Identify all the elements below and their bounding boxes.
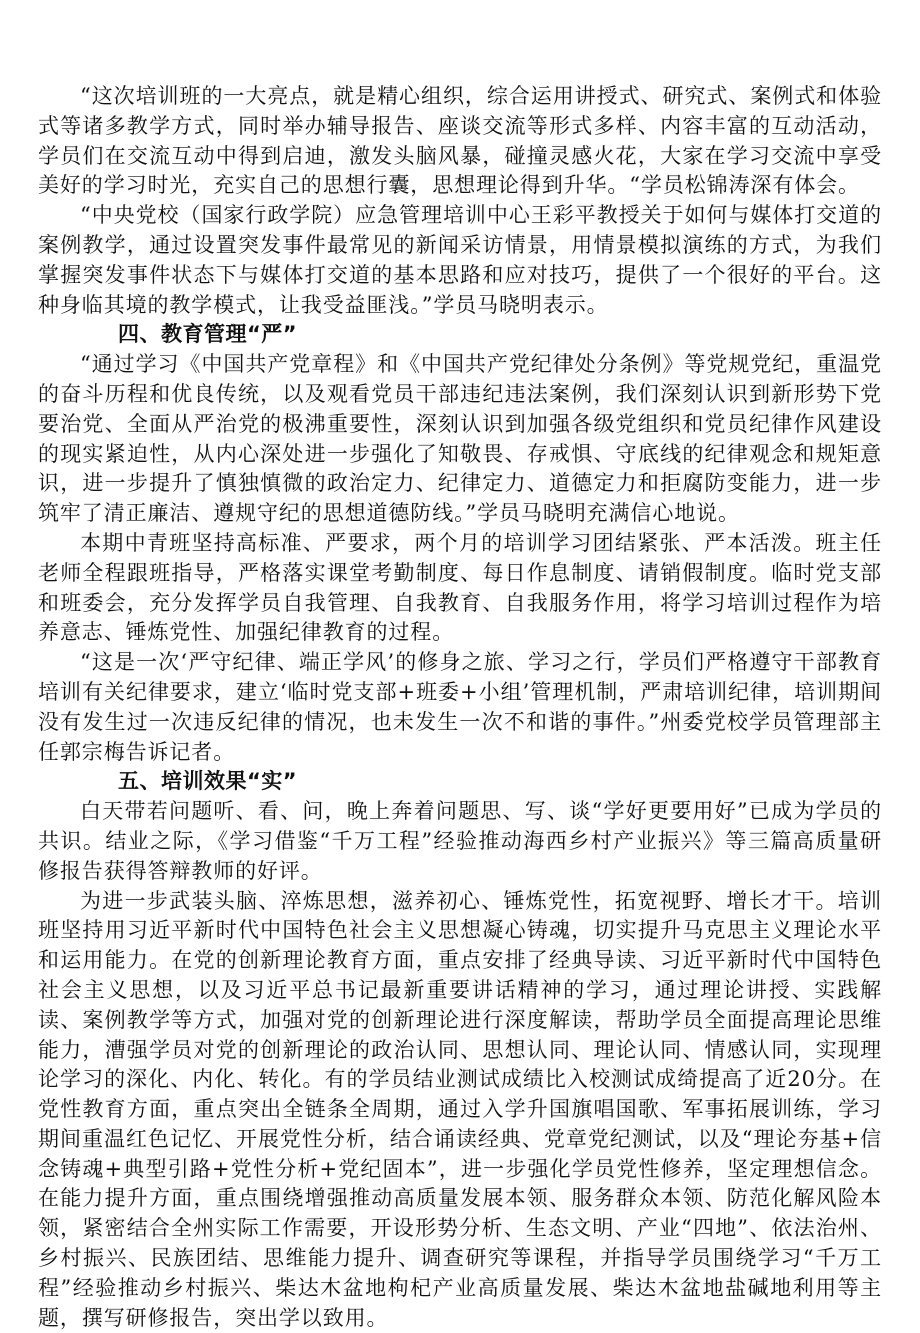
paragraph-consensus: 白天带若问题听、看、问，晚上奔着问题思、写、谈“学好更要用好”已成为学员的共识。结业之际，《学习借鉴“千万工程”经验推动海西乡村产业振兴》等三篇高质量研修报告获得答辩教师的好评。 xyxy=(38,799,882,883)
paragraph-party-discipline: “通过学习《中国共产党章程》和《中国共产党纪律处分条例》等党规党纪，重温党的奋斗历程和优良传统，以及观看党员干部违纪违法案例，我们深刻认识到新形势下党要治党、全面从严治党的极沸重要性，深刻认识到加强各级党组织和党员纪律作风建设的现实紧迫性，从内心深处进一步强化了知敬畏、存戒惧、守底线的纪律观念和规矩意识，进一步提升了慎独慎微的政治定力、纪律定力、道德定力和拒腐防变能力，进一步筑牢了清正廉洁、遵规守纪的思想道德防线。”学员马晓明充满信心地说。 xyxy=(38,352,882,526)
section-heading-5: 五、培训效果“实” xyxy=(118,769,298,794)
paragraph-class-management: 本期中青班坚持高标准、严要求，两个月的培训学习团结紧张、严本活泼。班主任老师全程跟班指导，严格落实课堂考勤制度、每日作息制度、请销假制度。临时党支部和班委会，充分发挥学员自我管理、自我教育、自我服务作用，将学习培训过程作为培养意志、锤炼党性、加强纪律教育的过程。 xyxy=(38,530,882,645)
paragraph-trainee-songjintao: “这次培训班的一大亮点，就是精心组织，综合运用讲授式、研究式、案例式和体验式等诸多教学方式，同时举办辅导报告、座谈交流等形式多样、内容丰富的互动活动，学员们在交流互动中得到启迪，激发头脑风暴，碰撞灵感火花，大家在学习交流中享受美好的学习时光，充实自己的思想行囊，思想理论得到升华。“学员松锦涛深有体会。 xyxy=(38,84,882,198)
paragraph-trainee-maxiaoming-media: “中央党校（国家行政学院）应急管理培训中心王彩平教授关于如何与媒体打交道的案例教学，通过设置突发事件最常见的新闻采访情景，用情景模拟演练的方式，为我们掌握突发事件状态下与媒体打交道的基本思路和应对技巧，提供了一个很好的平台。这种身临其境的教学模式，让我受益匪浅。”学员马晓明表示。 xyxy=(38,203,882,317)
paragraph-guozongmei-quote: “这是一次‘严守纪律、端正学风’的修身之旅、学习之行，学员们严格遵守干部教育培训有关纪律要求，建立‘临时党支部+班委+小组’管理机制，严肃培训纪律，培训期间没有发生过一次违反纪律的情况，也未发生一次不和谐的事件。”州委党校学员管理部主任郭宗梅告诉记者。 xyxy=(38,650,882,764)
section-heading-4: 四、教育管理“严” xyxy=(118,322,298,347)
paragraph-training-summary: 为进一步武装头脑、淬炼思想，滋养初心、锤炼党性，拓宽视野、增长才干。培训班坚持用习近平新时代中国特色社会主义思想凝心铸魂，切实提升马克思主义理论水平和运用能力。在党的创新理论教育方面，重点安排了经典导读、习近平新时代中国特色社会主义思想，以及习近平总书记最新重要讲话精神的学习，通过理论讲授、实践解读、案例教学等方式，加强对党的创新理论进行深度解读，帮助学员全面提高理论思维能力，漕强学员对党的创新理论的政治认同、思想认同、理论认同、情感认同，实现理论学习的深化、内化、转化。有的学员结业测试成绩比入校测试成绮提高了近20分。在党性教育方面，重点突出全链条全周期，通过入学升国旗唱国歌、军事拓展训练，学习期间重温红色记忆、开展党性分析，结合诵读经典、党章党纪测试，以及“理论夯基+信念铸魂+典型引路+党性分析+党纪固本”，进一步强化学员党性修养，坚定理想信念。在能力提升方面，重点围绕增强推动高质量发展本领、服务群众本领、防范化解风险本领，紧密结合全州实际工作需要，开设形势分析、生态文明、产业“四地”、依法治州、乡村振兴、民族团结、思维能力提升、调查研究等课程，并指导学员围绕学习“千万工程”经验推动乡村振兴、柴达木盆地枸杞产业高质量发展、柴达木盆地盐碱地利用等主题，撰写研修报告，突出学以致用。 xyxy=(38,888,882,1330)
